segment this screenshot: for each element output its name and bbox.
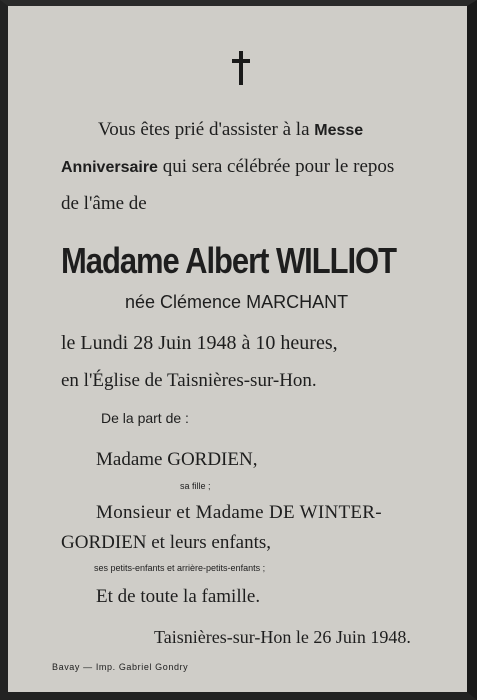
maiden-name: née Clémence MARCHANT: [125, 292, 349, 312]
family-relation-note: sa fille ;: [180, 481, 211, 491]
intro-emphasis: Anniversaire: [61, 159, 158, 176]
intro-text: Vous êtes prié d'assister à la: [98, 119, 315, 140]
intro-emphasis: Messe: [314, 122, 364, 139]
family-relation-note: ses petits-enfants et arrière-petits-enfants ;: [94, 563, 266, 573]
place-and-date: Taisnières-sur-Hon le 26 Juin 1948.: [154, 627, 411, 647]
intro-line-1: [98, 119, 363, 141]
intro-line-2: [61, 156, 394, 178]
family-member-line: Monsieur et Madame DE WINTER-: [96, 502, 382, 523]
deceased-name: Madame Albert WILLIOT: [61, 240, 396, 281]
on-behalf-heading: De la part de :: [101, 410, 189, 426]
intro-line-3: de l'âme de: [61, 193, 147, 214]
printer-imprint: Bavay — Imp. Gabriel Gondry: [52, 662, 189, 672]
family-member-line: GORDIEN et leurs enfants,: [61, 532, 272, 553]
family-member-line: Et de toute la famille.: [96, 586, 261, 607]
family-member-line: Madame GORDIEN,: [96, 449, 258, 470]
intro-text: qui sera célébrée pour le repos: [157, 156, 395, 177]
service-location: en l'Église de Taisnières-sur-Hon.: [61, 370, 317, 391]
latin-cross-icon: [232, 51, 250, 85]
service-date: le Lundi 28 Juin 1948 à 10 heures,: [61, 332, 338, 354]
